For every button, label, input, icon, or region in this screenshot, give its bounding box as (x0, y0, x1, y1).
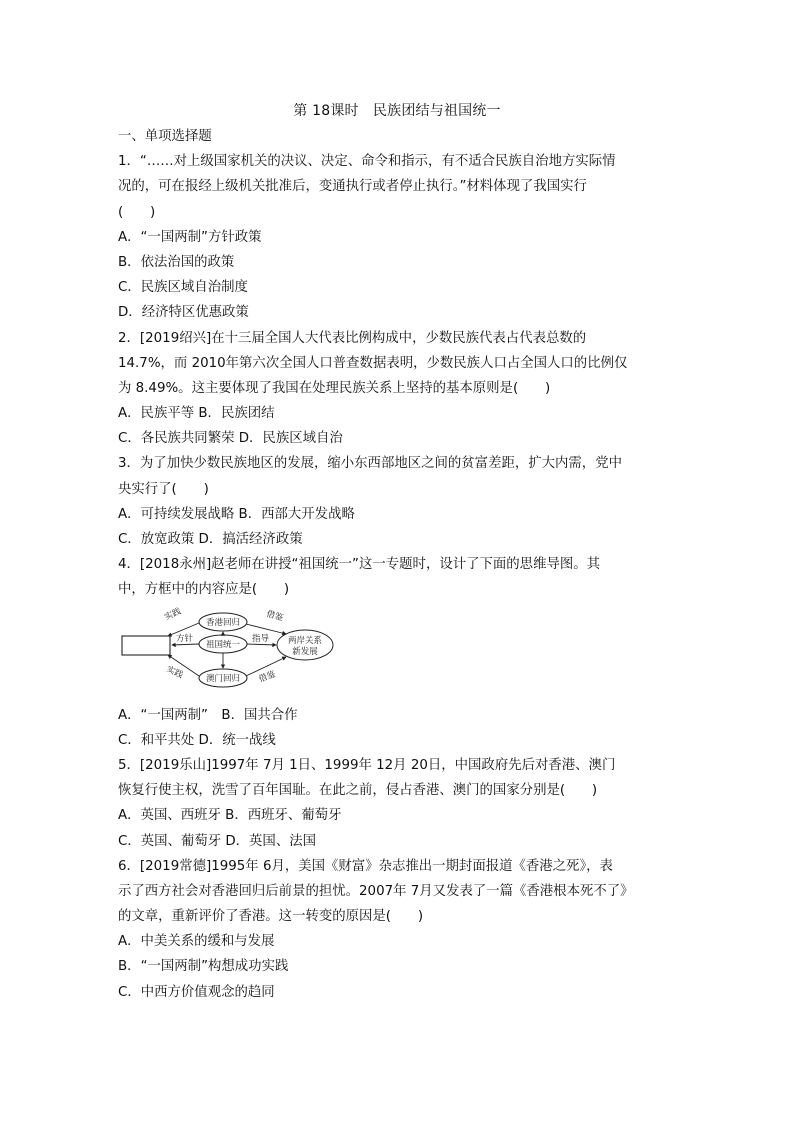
mind-map-diagram (118, 603, 348, 703)
question-5-stem-line-2: 恢复行使主权，洗雪了百年国耻。在此之前，侵占香港、澳门的国家分别是( ) (118, 783, 598, 799)
page-title: 第 18课时 民族团结与祖国统一 (293, 103, 501, 119)
question-6 (118, 854, 688, 1005)
question-5-stem-line-1: 5．[2019乐山]1997年 7月 1日、1999年 12月 20日，中国政府先后对香港、澳门 (118, 757, 616, 773)
question-6-stem-line-2: 示了西方社会对香港回归后前景的担忧。2007年 7月又发表了一篇《香港根本死不了》 (118, 883, 634, 899)
edge-label-reference-top: 借鉴 (265, 608, 285, 624)
edge-label-policy: 方针 (176, 633, 194, 644)
section-heading: 一、单项选择题 (118, 129, 212, 144)
node-unification-label: 祖国统一 (205, 639, 241, 650)
node-cross-strait-label-1: 两岸关系 (287, 635, 323, 646)
question-4 (118, 552, 688, 753)
question-1-option-d: D．经济特区优惠政策 (118, 305, 249, 321)
question-4-options-ab: A．“一国两制” B．国共合作 (118, 707, 298, 723)
answer-box (122, 636, 170, 655)
question-2-stem-line-2: 14.7%，而 2010年第六次全国人口普查数据表明，少数民族人口占全国人口的比例仅 (118, 355, 628, 371)
question-1-stem-line-1: 1．“……对上级国家机关的决议、决定、命令和指示，有不适合民族自治地方实际情 (118, 154, 616, 170)
node-cross-strait-label-2: 新发展 (292, 646, 318, 657)
question-3-options-ab: A．可持续发展战略 B．西部大开发战略 (118, 506, 355, 522)
question-1 (118, 149, 688, 325)
question-6-option-b: B．“一国两制”构想成功实践 (118, 959, 289, 975)
mind-map-svg (118, 603, 348, 703)
node-macau-label: 澳门回归 (205, 673, 241, 684)
question-2-stem-line-1: 2．[2019绍兴]在十三届全国人大代表比例构成中，少数民族代表占代表总数的 (118, 330, 587, 346)
question-1-option-b: B．依法治国的政策 (118, 254, 235, 270)
edge-label-guide: 指导 (252, 633, 270, 644)
question-3-stem-line-2: 央实行了( ) (118, 481, 209, 497)
question-6-stem-line-1: 6．[2019常德]1995年 6月，美国《财富》杂志推出一期封面报道《香港之死》，表 (118, 858, 613, 874)
question-2-options-ab: A．民族平等 B．民族团结 (118, 406, 275, 422)
question-3 (118, 451, 688, 552)
question-2 (118, 326, 688, 452)
question-1-answer-blank: ( ) (118, 204, 156, 220)
question-1-option-c: C．民族区域自治制度 (118, 280, 248, 296)
question-5-options-ab: A．英国、西班牙 B．西班牙、葡萄牙 (118, 808, 342, 824)
question-2-options-cd: C．各民族共同繁荣 D．民族区域自治 (118, 431, 343, 447)
question-1-option-a: A．“一国两制”方针政策 (118, 229, 262, 245)
question-5-options-cd: C．英国、葡萄牙 D．英国、法国 (118, 833, 316, 849)
question-1-stem-line-2: 况的，可在报经上级机关批准后，变通执行或者停止执行。”材料体现了我国实行 (118, 179, 587, 195)
question-2-stem-line-3: 为 8.49%。这主要体现了我国在处理民族关系上坚持的基本原则是( ) (118, 380, 551, 396)
edge-label-reference-bottom: 借鉴 (257, 669, 278, 685)
question-3-stem-line-1: 3．为了加快少数民族地区的发展，缩小东西部地区之间的贫富差距，扩大内需，党中 (118, 456, 622, 472)
question-5 (118, 753, 688, 854)
node-hongkong-label: 香港回归 (205, 617, 241, 628)
edge-label-practice-top: 实践 (163, 606, 183, 623)
question-4-stem-line-2: 中，方框中的内容应是( ) (118, 582, 290, 598)
question-6-stem-line-3: 的文章，重新评价了香港。这一转变的原因是( ) (118, 909, 424, 925)
question-list (118, 124, 688, 1005)
question-3-options-cd: C．放宽政策 D．搞活经济政策 (118, 532, 303, 547)
question-6-option-c: C．中西方价值观念的趋同 (118, 984, 275, 1000)
question-6-option-a: A．中美关系的缓和与发展 (118, 934, 275, 950)
question-4-stem-line-1: 4．[2018永州]赵老师在讲授“祖国统一”这一专题时，设计了下面的思维导图。其 (118, 557, 601, 573)
edge-label-practice-bottom: 实践 (164, 664, 185, 681)
question-4-options-cd: C．和平共处 D．统一战线 (118, 732, 276, 748)
